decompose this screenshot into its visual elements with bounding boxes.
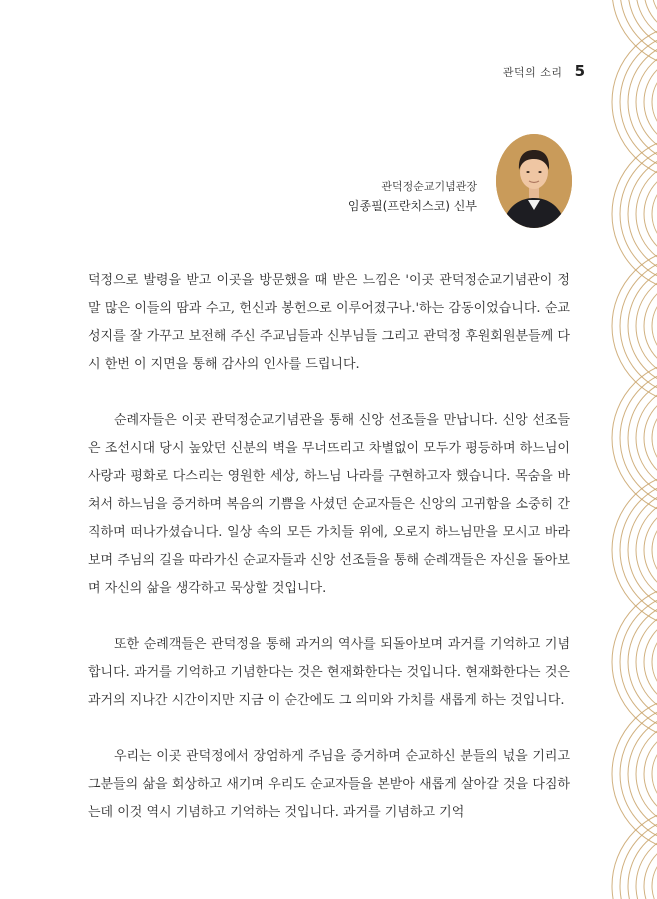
- decor-ring: [644, 392, 657, 484]
- decor-ring: [636, 720, 657, 828]
- paragraph: 덕정으로 발령을 받고 이곳을 방문했을 때 받은 느낌은 '이곳 관덕정순교기념관이 정말 많은 이들의 땀과 수고, 헌신과 봉헌으로 이루어졌구나.'하는 감동이었습니다. 순교 성지를 잘 가꾸고 보전해 주신 주교님들과 신부님들 그리고 관덕정 후원회원분들께 다시 한번 이 지면을 통해 감사의 인사를 드립니다.: [88, 273, 570, 372]
- article-body: [88, 267, 570, 855]
- page-header: [503, 62, 585, 80]
- decor-ring: [652, 848, 657, 899]
- section-title: 관덕의 소리: [502, 66, 563, 79]
- page-number: 5: [574, 62, 585, 80]
- decor-ring: [636, 48, 657, 156]
- decor-ring: [636, 608, 657, 716]
- portrait-icon: [496, 134, 572, 228]
- decor-ring: [636, 160, 657, 268]
- decor-ring: [612, 0, 657, 68]
- decor-ring: [636, 496, 657, 604]
- author-block: [348, 178, 477, 216]
- decor-ring: [636, 272, 657, 380]
- decor-ring: [644, 728, 657, 820]
- decor-ring: [628, 0, 657, 52]
- decor-ring: [644, 56, 657, 148]
- decor-ring: [620, 0, 657, 60]
- author-role: 관덕정순교기념관장: [381, 180, 477, 193]
- author-name: 임종필(프란치스코) 신부: [347, 199, 477, 213]
- decor-ring: [620, 816, 657, 899]
- decor-ring: [644, 168, 657, 260]
- decor-ring: [636, 384, 657, 492]
- paragraph: 우리는 이곳 관덕정에서 장엄하게 주님을 증거하며 순교하신 분들의 넋을 기리고 그분들의 삶을 회상하고 새기며 우리도 순교자들을 본받아 새롭게 살아갈 것을 다짐하는데 이것 역시 기념하고 기억하는 것입니다. 과거를 기념하고 기억: [88, 749, 570, 820]
- decor-ring: [644, 616, 657, 708]
- decor-ring: [652, 0, 657, 28]
- author-portrait-avatar: [496, 134, 572, 228]
- paragraph: 또한 순례객들은 관덕정을 통해 과거의 역사를 되돌아보며 과거를 기억하고 기념합니다. 과거를 기억하고 기념한다는 것은 현재화한다는 것입니다. 현재화한다는 것은 과거의 지나간 시간이지만 지금 이 순간에도 그 의미와 가치를 새롭게 하는 것입니다.: [88, 637, 570, 708]
- paragraph: 순례자들은 이곳 관덕정순교기념관을 통해 신앙 선조들을 만납니다. 신앙 선조들은 조선시대 당시 높았던 신분의 벽을 무너뜨리고 차별없이 모두가 평등하며 하느님이 사랑과 평화로 다스리는 영원한 세상, 하느님 나라를 구현하고자 했습니다. 목숨을 바쳐서 하느님을 증거하며 복음의 기쁨을 사셨던 순교자들은 신앙의 고귀함을 소중히 간직하며 떠나가셨습니다. 일상 속의 모든 가치들 위에, 오로지 하느님만을 모시고 바라보며 주님의 길을 따라가신 순교자들과 신앙 선조들을 통해 순례객들은 자신을 돌아보며 자신의 삶을 생각하고 묵상할 것입니다.: [88, 413, 570, 596]
- decor-ring: [644, 280, 657, 372]
- decor-ring: [644, 504, 657, 596]
